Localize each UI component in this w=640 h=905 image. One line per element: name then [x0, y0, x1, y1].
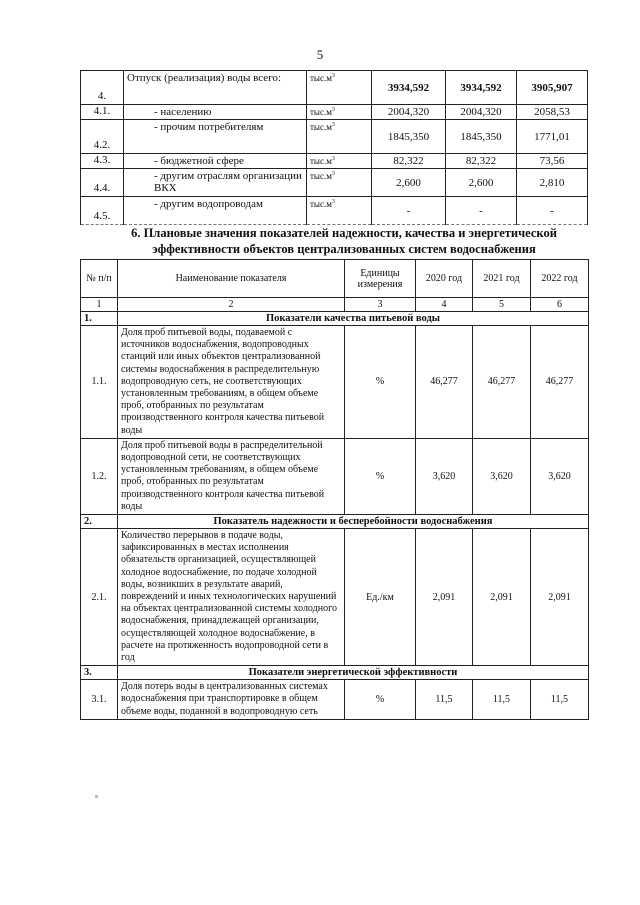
unit-superscript: 3	[331, 199, 335, 205]
column-index: 6	[531, 298, 589, 312]
value-2020: 3,620	[416, 438, 473, 514]
supply-row	[81, 71, 588, 105]
indicator-unit: %	[345, 438, 416, 514]
column-index: 1	[81, 298, 118, 312]
value-2022: 2,810	[517, 169, 588, 197]
value-2021: 3,620	[473, 438, 531, 514]
value-2021: 2,091	[473, 529, 531, 666]
row-number: 4.2.	[81, 120, 124, 154]
row-unit	[307, 169, 372, 197]
header-2022: 2022 год	[531, 260, 589, 298]
row-name: - другим отраслям организации ВКХ	[124, 169, 307, 197]
value-2021: 46,277	[473, 326, 531, 439]
indicator-name: Количество перерывов в подаче воды, зафиксированных в местах исполнения обязательств организацией, осуществляющей холодное водоснабжение, по подаче холодной воды, возникших в результате аварий, повреждений и иных технологических нарушений на объектах централизованной системы холодного водоснабжения, принадлежащей организации, осуществляющей холодное водоснабжение, в расчете на протяженность водопроводной сети в год	[118, 529, 345, 666]
row-unit	[307, 154, 372, 169]
value-2021: 11,5	[473, 680, 531, 720]
value-2020: 46,277	[416, 326, 473, 439]
value-2022: 3,620	[531, 438, 589, 514]
section-title: Показатель надежности и бесперебойности водоснабжения	[118, 515, 589, 529]
column-index: 5	[473, 298, 531, 312]
value-2022: 3905,907	[517, 71, 588, 105]
value-2022: 1771,01	[517, 120, 588, 154]
section-6-title	[100, 225, 588, 257]
row-number: 4.4.	[81, 169, 124, 197]
value-2021: -	[446, 197, 517, 225]
value-2020: -	[372, 197, 446, 225]
unit-superscript: 3	[331, 107, 335, 113]
row-unit	[307, 197, 372, 225]
indicator-row	[81, 326, 589, 439]
indicator-row	[81, 680, 589, 720]
value-2020: 2004,320	[372, 105, 446, 120]
value-2021: 82,322	[446, 154, 517, 169]
indicator-row	[81, 529, 589, 666]
section-title: Показатели качества питьевой воды	[118, 312, 589, 326]
row-number: 4.5.	[81, 197, 124, 225]
section-number: 1.	[81, 312, 118, 326]
value-2022: 2058,53	[517, 105, 588, 120]
unit-superscript: 3	[331, 122, 335, 128]
value-2020: 82,322	[372, 154, 446, 169]
section-header-row	[81, 312, 589, 326]
row-number: 4.	[81, 71, 124, 105]
supply-row	[81, 197, 588, 225]
supply-row	[81, 169, 588, 197]
row-unit	[307, 105, 372, 120]
section-6-title-line2: эффективности объектов централизованных систем водоснабжения	[152, 242, 536, 256]
header-2020: 2020 год	[416, 260, 473, 298]
indicator-unit: %	[345, 680, 416, 720]
unit-text: тыс.м	[310, 156, 332, 166]
value-2022: -	[517, 197, 588, 225]
water-supply-table	[80, 70, 588, 225]
header-unit: Единицы измерения	[345, 260, 416, 298]
unit-superscript: 3	[331, 73, 335, 79]
indicator-unit: Ед./км	[345, 529, 416, 666]
value-2022: 73,56	[517, 154, 588, 169]
supply-row	[81, 154, 588, 169]
row-name: - прочим потребителям	[124, 120, 307, 154]
value-2021: 3934,592	[446, 71, 517, 105]
column-index-row	[81, 298, 589, 312]
indicator-number: 3.1.	[81, 680, 118, 720]
unit-superscript: 3	[331, 171, 335, 177]
column-index: 4	[416, 298, 473, 312]
row-number: 4.3.	[81, 154, 124, 169]
header-num: № п/п	[81, 260, 118, 298]
value-2021: 1845,350	[446, 120, 517, 154]
row-name: - другим водопроводам	[124, 197, 307, 225]
supply-row	[81, 105, 588, 120]
row-unit	[307, 71, 372, 105]
value-2020: 3934,592	[372, 71, 446, 105]
section-6-title-line1: 6. Плановые значения показателей надежности, качества и энергетической	[131, 226, 557, 240]
value-2021: 2,600	[446, 169, 517, 197]
indicators-header-row	[81, 260, 589, 298]
page-number: 5	[316, 47, 324, 62]
row-name: Отпуск (реализация) воды всего:	[124, 71, 307, 105]
unit-text: тыс.м	[310, 199, 332, 209]
row-name: - бюджетной сфере	[124, 154, 307, 169]
unit-text: тыс.м	[310, 73, 332, 83]
value-2020: 1845,350	[372, 120, 446, 154]
unit-superscript: 3	[331, 156, 335, 162]
value-2020: 11,5	[416, 680, 473, 720]
column-index: 2	[118, 298, 345, 312]
indicator-number: 1.1.	[81, 326, 118, 439]
indicator-name: Доля потерь воды в централизованных системах водоснабжения при транспортировке в общем объеме воды, поданной в водопроводную сеть	[118, 680, 345, 720]
section-number: 2.	[81, 515, 118, 529]
section-title: Показатели энергетической эффективности	[118, 666, 589, 680]
supply-row	[81, 120, 588, 154]
indicator-row	[81, 438, 589, 514]
indicators-table	[80, 259, 589, 720]
indicator-number: 1.2.	[81, 438, 118, 514]
row-number: 4.1.	[81, 105, 124, 120]
value-2022: 46,277	[531, 326, 589, 439]
header-name: Наименование показателя	[118, 260, 345, 298]
section-header-row	[81, 666, 589, 680]
value-2020: 2,091	[416, 529, 473, 666]
indicator-number: 2.1.	[81, 529, 118, 666]
row-unit	[307, 120, 372, 154]
unit-text: тыс.м	[310, 122, 332, 132]
column-index: 3	[345, 298, 416, 312]
unit-text: тыс.м	[310, 171, 332, 181]
value-2022: 11,5	[531, 680, 589, 720]
section-header-row	[81, 515, 589, 529]
header-2021: 2021 год	[473, 260, 531, 298]
value-2020: 2,600	[372, 169, 446, 197]
indicator-name: Доля проб питьевой воды в распределительной водопроводной сети, не соответствующих установленным требованиям, в общем объеме проб, отобранных по результатам производственного контроля качества питьевой воды	[118, 438, 345, 514]
indicator-name: Доля проб питьевой воды, подаваемой с источников водоснабжения, водопроводных станций или иных объектов централизованной системы водоснабжения в распределительную водопроводную сеть, не соответствующих установленным требованиям, в общем объеме проб, отобранных по результатам производственного контроля качества питьевой воды	[118, 326, 345, 439]
row-name: - населению	[124, 105, 307, 120]
section-number: 3.	[81, 666, 118, 680]
value-2022: 2,091	[531, 529, 589, 666]
scan-speck	[95, 795, 98, 798]
indicator-unit: %	[345, 326, 416, 439]
value-2021: 2004,320	[446, 105, 517, 120]
unit-text: тыс.м	[310, 107, 332, 117]
